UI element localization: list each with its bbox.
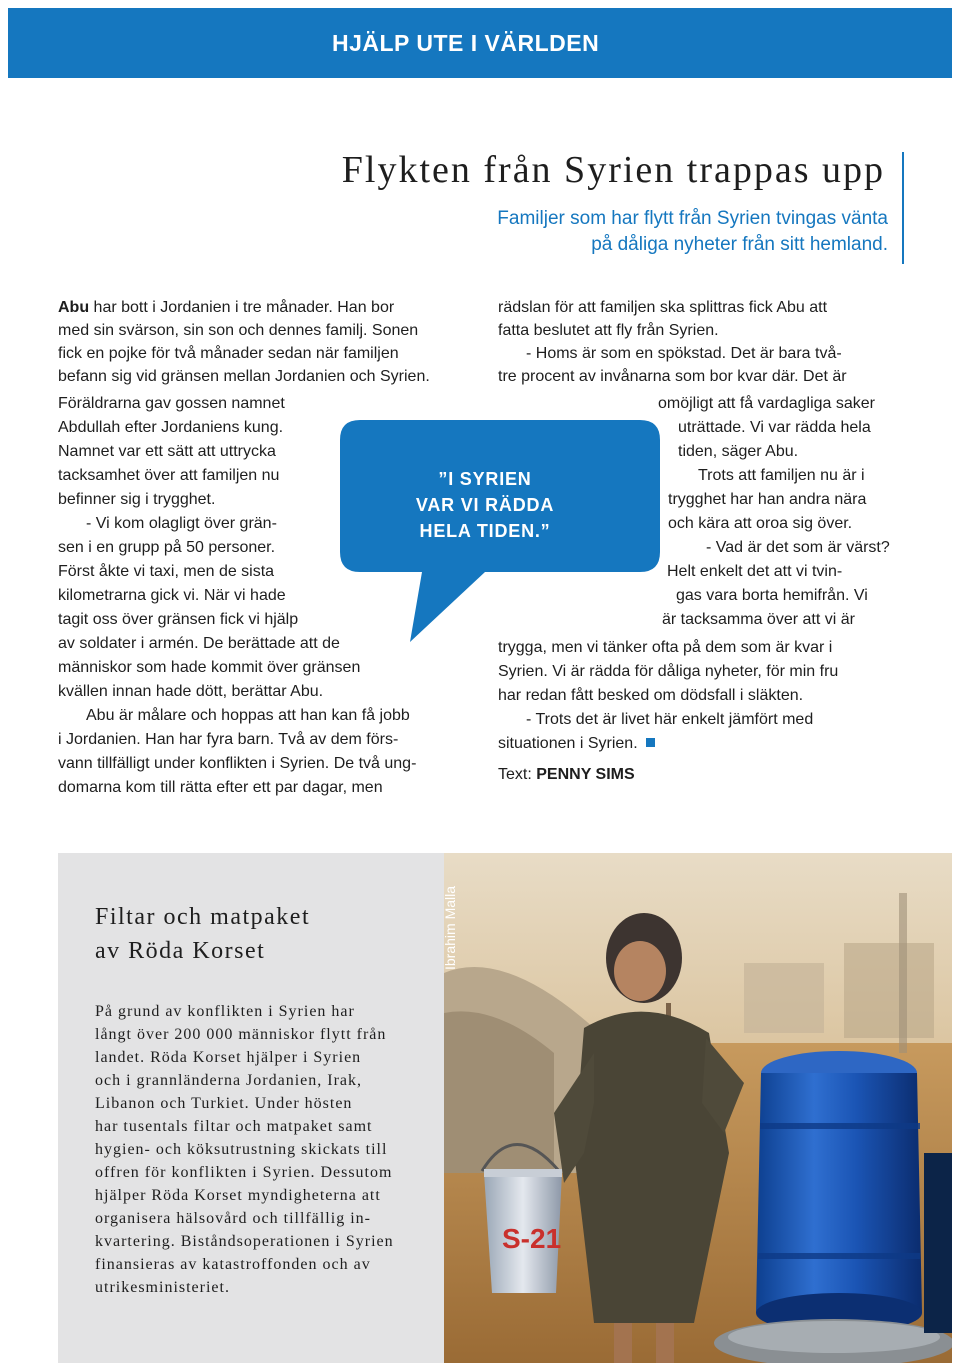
body-line: sen i en grupp på 50 personer.: [58, 539, 276, 556]
pull-quote-line: HELA TIDEN.”: [419, 521, 551, 541]
fact-box-line: långt över 200 000 människor flytt från: [95, 1026, 387, 1043]
fact-box-line: finansieras av katastroffonden och av: [95, 1256, 371, 1273]
body-line: befinner sig i trygghet.: [58, 491, 216, 508]
body-line: är tacksamma över att vi är: [662, 611, 855, 628]
body-line: uträttade. Vi var rädda hela: [678, 419, 871, 436]
fact-box-line: organisera hälsovård och tillfällig in-: [95, 1210, 371, 1227]
photo-credit: Ibrahim: [442, 923, 458, 970]
fact-box-line: Libanon och Turkiet. Under hösten: [95, 1095, 353, 1112]
body-line: av soldater i armén. De berättade att de: [58, 635, 340, 652]
body-line: befann sig vid gränsen mellan Jordanien och Syrien.: [58, 368, 430, 385]
body-line: - Vad är det som är värst?: [706, 539, 890, 556]
fact-box-title-line: Filtar och matpaket: [95, 904, 311, 930]
pull-quote: [390, 466, 580, 544]
body-line: Föräldrarna gav gossen namnet: [58, 395, 285, 412]
body-line: har redan fått besked om dödsfall i släkten.: [498, 687, 804, 704]
body-line: gas vara borta hemifrån. Vi: [676, 587, 868, 604]
body-line: tre procent av invånarna som bor kvar där. Det är: [498, 368, 847, 385]
body-line: - Trots det är livet här enkelt jämfört med: [526, 711, 814, 728]
body-line: fick en pojke för två månader sedan när familjen: [58, 345, 399, 362]
end-mark: [646, 738, 655, 747]
lead-name: Abu: [58, 299, 90, 316]
body-line: Trots att familjen nu är i: [698, 467, 865, 484]
fact-box-line: På grund av konflikten i Syrien har: [95, 1003, 355, 1020]
barrel-label: S-21: [502, 1223, 562, 1254]
body-line: med sin svärson, sin son och dennes familj. Sonen: [58, 322, 419, 339]
body-line: trygga, men vi tänker ofta på dem som är kvar i: [498, 639, 833, 656]
headline-rule: [902, 152, 904, 264]
body-line: tagit oss över gränsen fick vi hjälp: [58, 611, 299, 628]
body-line: Först åkte vi taxi, men de sista: [58, 563, 275, 580]
body-line: Abu är målare och hoppas att han kan få jobb: [86, 707, 410, 724]
pull-quote-line: VAR VI RÄDDA: [415, 495, 555, 515]
fact-box-line: hygien- och köksutrustning skickats till: [95, 1141, 388, 1158]
body-line: i Jordanien. Han har fyra barn. Två av dem förs-: [58, 731, 399, 748]
body-line: trygghet har han andra nära: [668, 491, 867, 508]
fact-box-line: har tusentals filtar och matpaket samt: [95, 1118, 373, 1135]
body-line: domarna kom till rätta efter ett par dagar, men: [58, 779, 383, 796]
body-line: - Vi kom olagligt över grän-: [86, 515, 277, 532]
fact-box-title-line: av Röda Korset: [95, 938, 266, 964]
body-line: omöjligt att få vardagliga saker: [658, 395, 875, 412]
pull-quote-line: ”I SYRIEN: [438, 469, 532, 489]
fact-box-line: offren för konflikten i Syrien. Dessutom: [95, 1164, 393, 1181]
refugee-girl-photo: [444, 853, 952, 1363]
body-line: - Homs är som en spökstad. Det är bara två-: [526, 345, 842, 362]
body-line: Abu har bott i Jordanien i tre månader. Han bor: [58, 299, 395, 316]
fact-box-line: landet. Röda Korset hjälper i Syrien: [95, 1049, 362, 1066]
fact-box-line: kvartering. Biståndsoperationen i Syrien: [95, 1233, 394, 1250]
byline-author: PENNY SIMS: [536, 766, 635, 783]
body-line: fatta beslutet att fly från Syrien.: [498, 322, 719, 339]
body-line: Syrien. Vi är rädda för dåliga nyheter, för min fru: [498, 663, 839, 680]
body-line: Abdullah efter Jordaniens kung.: [58, 419, 284, 436]
body-line: situationen i Syrien.: [498, 732, 655, 755]
section-label: HJÄLP UTE I VÄRLDEN: [332, 30, 600, 56]
fact-box-title: [95, 900, 310, 968]
body-line: tiden, säger Abu.: [678, 443, 799, 460]
body-line: och kära att oroa sig över.: [668, 515, 853, 532]
fact-box-line: och i grannländerna Jordanien, Irak,: [95, 1072, 363, 1089]
deck-line: på dåliga nyheter från sitt hemland.: [591, 234, 888, 255]
article-deck: [360, 206, 888, 258]
body-line: kvällen innan hade dött, berättar Abu.: [58, 683, 324, 700]
body-line: kilometrarna gick vi. När vi hade: [58, 587, 286, 604]
deck-line: Familjer som har flytt från Syrien tvingas vänta: [497, 208, 888, 229]
body-line: rädslan för att familjen ska splittras fick Abu att: [498, 299, 828, 316]
fact-box-line: utrikesministeriet.: [95, 1279, 230, 1296]
body-line: tacksamhet över att familjen nu: [58, 467, 280, 484]
body-line: Namnet var ett sätt att uttrycka: [58, 443, 276, 460]
fact-box-line: hjälper Röda Korset myndigheterna att: [95, 1187, 381, 1204]
body-line: Helt enkelt det att vi tvin-: [667, 563, 843, 580]
body-line: vann tillfälligt under konflikten i Syrien. De två ung-: [58, 755, 417, 772]
byline: Text: PENNY SIMS: [498, 766, 635, 783]
body-line: människor som hade kommit över gränsen: [58, 659, 361, 676]
article-headline: Flykten från Syrien trappas upp: [341, 149, 885, 191]
